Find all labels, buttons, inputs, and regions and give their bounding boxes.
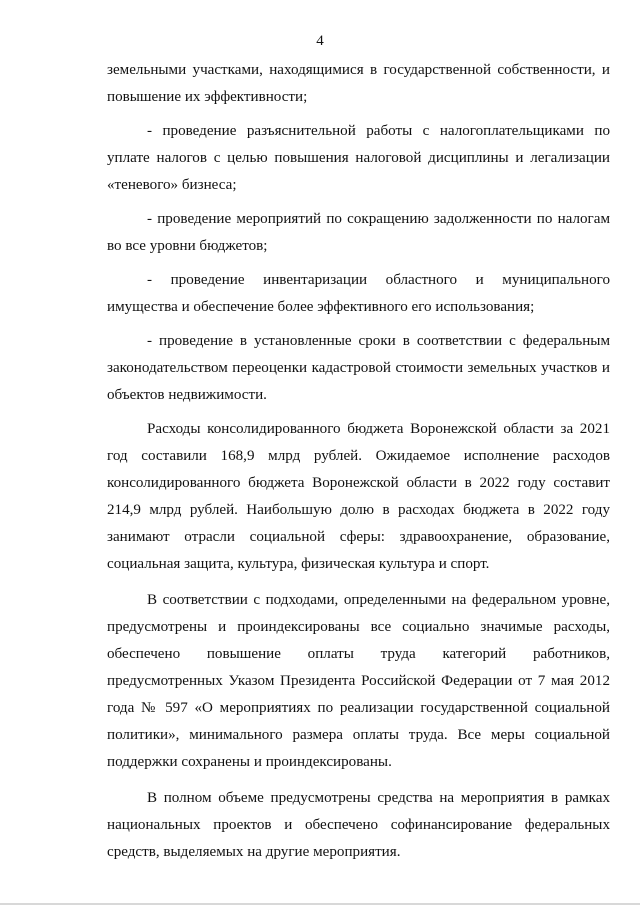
paragraph-cadastral-revaluation: - проведение в установленные сроки в соответствии с федеральным законодательством переоценки кадастровой стоимости земельных участков и объектов недвижимости. [107, 333, 610, 403]
paragraph-land-continuation: земельными участками, находящимися в государственной собственности, и повышение их эффективности; [107, 62, 610, 105]
paragraph-social-spending: В соответствии с подходами, определенными на федеральном уровне, предусмотрены и проиндексированы все социально значимые расходы, обеспечено повышение оплаты труда категорий работников, предусмотренных Указом Президента Российской Федерации от 7 мая 2012 года № 597 «О мероприятиях по реализации государственной социальной политики», минимального размера оплаты труда. Все меры социальной поддержки сохранены и проиндексированы. [107, 592, 610, 770]
paragraph-budget-expenditures: Расходы консолидированного бюджета Воронежской области за 2021 год составили 168,9 млрд рублей. Ожидаемое исполнение расходов консолидированного бюджета Воронежской области в 2022 году составит 214,9 млрд рублей. Наибольшую долю в расходах бюджета в 2022 году занимают отрасли социальной сферы: здравоохранение, образование, социальная защита, культура, физическая культура и спорт. [107, 421, 610, 572]
paragraph-taxpayer-outreach: - проведение разъяснительной работы с налогоплательщиками по уплате налогов с целью повышения налоговой дисциплины и легализации «теневого» бизнеса; [107, 123, 610, 193]
paragraph-property-inventory: - проведение инвентаризации областного и муниципального имущества и обеспечение более эффективного его использования; [107, 272, 610, 315]
paragraph-tax-arrears: - проведение мероприятий по сокращению задолженности по налогам во все уровни бюджетов; [107, 211, 610, 254]
document-body [107, 57, 610, 866]
paragraph-national-projects: В полном объеме предусмотрены средства на мероприятия в рамках национальных проектов и обеспечено софинансирование федеральных средств, выделяемых на другие мероприятия. [107, 790, 610, 860]
page-number: 4 [316, 33, 324, 49]
